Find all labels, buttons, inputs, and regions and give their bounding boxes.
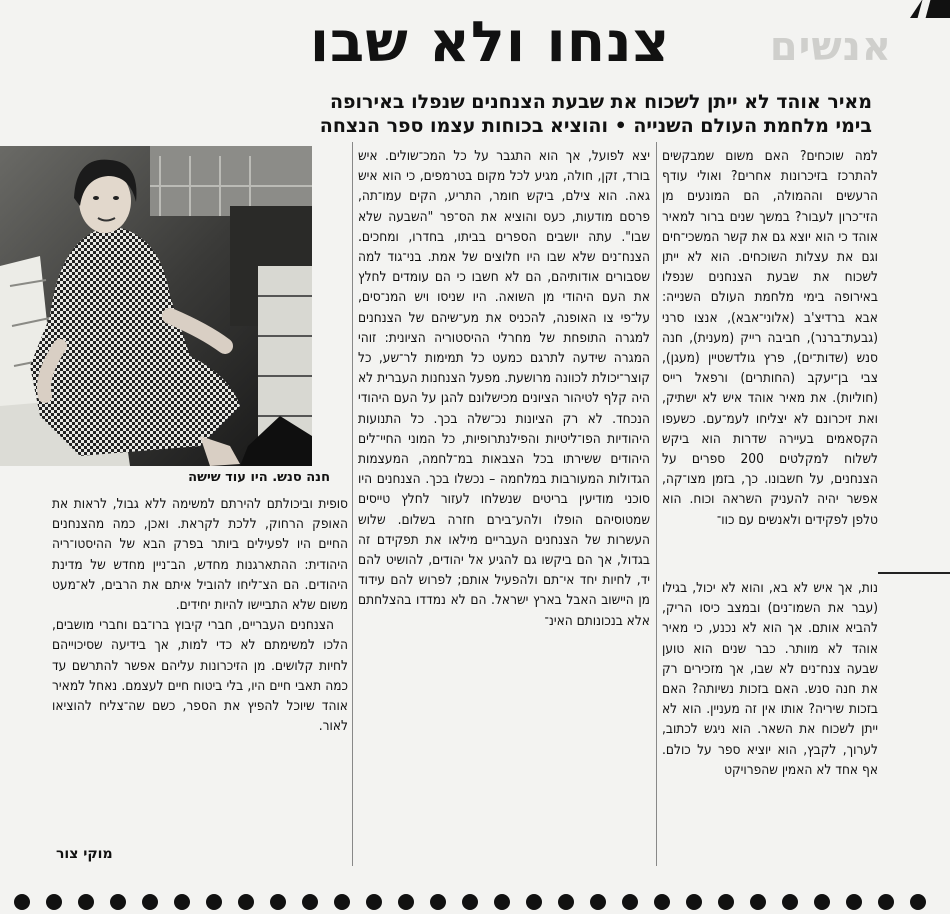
photo-caption: חנה סנש. היו עוד שישה xyxy=(188,470,330,485)
faded-header-text: אנשים xyxy=(769,24,892,70)
portrait-photo xyxy=(0,146,312,466)
article-column-left xyxy=(52,494,348,736)
article-column-right xyxy=(662,146,878,530)
paragraph: יצא לפועל, אך הוא התגבר על כל המכ־שולים. איש בורד, זקן, חולה, מגיע לכל מקום בטרמפים, כי הוא איש גאה. הוא צילם, ביקש חומר, התריע, הקים עמו־תה, פרסם מודעות, כעס והוציא את הס־פר "השבעה שלא שבו". עתה יושבים הספרים בביתו, בחדרו, ומחכים. הצנח־נים שלא שבו היו חלוצים של אמת. בני־גוד למה שסבורים אודותיהם, הם לא חשבו כי הם עומדים לחלץ את העם היהודי מן השואה. היו שניסו ויש המנ־סים, על־פי צו האופנה, להכניס את מע־שיהם של הצנחנים למגרה התופחת של מחרלי ההיסטוריה הציונית: זוהי המגרה שידעה לתרגם כמעט כל תמימות לר־שע, כל קוצר־יכולת לכוונה מרושעת. מפעל הצנחנות העברית לא היה קלף לטיהור הציונים מכישלונם להגן על העם היהודי הנכחד. לא רק הציונות נכ־שלה בכך. כל התנועות היהודיות הפו־ליטיות והפילנתרופיות, כל המוני החיי־לים היהודים ששירתו בכל הצבאות במ־לחמה, המעצמות הגדולות המעורבות במלחמה – נכשלו בכך. הצנחנים היו סוכני מודיעין בריטים שנשלחו לעזור לחלץ טייסים שמטוסיהם הופלו ולהע־בירם חזרה בשלום. שלוש העשרות של הצנחנים העבריים מילאו את תפקידם זה בגדול, אך הם ביקשו גם להגיע אל יהודים, להושיט להם יד, לחיות יחד אי־תם ולהפעיל אותם; לפרוש להם עידוד מן היישוב האבל בארץ ישראל. הם לא נמדדו בהצלחתם אלא בנכונותם האינ־ xyxy=(358,148,650,629)
subheadline-line-2: בימי מלחמת העולם השנייה • והוציא בכוחות עצמו ספר הנצחה xyxy=(319,115,872,137)
paragraph: נות, אך איש לא בא, והוא לא יכול, בגילו (עבר את השמו־נים) ובמצב כיסו הריק, להביא אותם. אך הוא לא נכנע, כי מאיר אוהד לא מוותר. כבר שנים הוא טוען שבעה צנח־נים לא שבו, אך מזכירים רק את חנה סנש. האם בזכות נשיותה? האם בזכות שיריה? אותו אין זה מעניין. הוא לא ייתן לשכוח את השאר. הוא ניגש לכתוב, לערוך, לקבץ, הוא יוציא ספר על כולם. אף אחד לא האמין שהפרויקט xyxy=(662,580,878,778)
subheadline xyxy=(232,90,872,138)
paragraph: סופית וביכולתם להירתם למשימה ללא גבול, לראות את האופק הרחוק, ללכת לקראת. ואכן, כמה מהצנחנים החיים היו לפעילים ביותר בפרק הבא של ההיסטו־ריה היהודית: ההתארגנות מחדש, הב־ניין מחדש של מדינת היהודים. הם הצ־ליחו להוביל איתם את הרבים, לא־מעט משום שלא התביישו להיות יחידים. xyxy=(52,496,348,614)
column-divider xyxy=(352,142,353,866)
column-separator xyxy=(878,572,950,574)
paragraph: הצנחנים העבריים, חברי קיבוץ ברו־בם וחברי מושבים, הלכו למשימתם לא כדי למות, אך בידיעה שסיכוייהם לחיות קלושים. מן הזיכרונות עליהם אפשר להתרשם עד כמה תאבי חיים היו, בלי ביטוח חיים לעצמם. נאחל למאיר אוהד שיוכל להפיץ את הספר, כשם שה־צליח להוציאו לאור. xyxy=(52,617,348,735)
article-column-right-continued xyxy=(662,578,878,780)
paragraph: למה שוכחים? האם משום שמבקשים להתרכז בזיכרונות אחרים? ואולי עודף הרעשים וההמולה, הם המונעים מן הזי־כרון לעבור? במשך שנים ברור למאיר אוהד כי הוא יוצא גם את קשר המשכי־חים וגם את עצלות השוכחים. הוא לא ייתן לשכוח את שבעת הצנחנים שנפלו באירופה בימי מלחמת העולם השנייה: אבא ברדיצ'ב (אלוני־אבא), אנצו סרני (גבעת־ברנר), חביבה רייק (מענית), חנה סנש (שדות־ים), פרץ גולדשטיין (מעגן), צבי בן־יעקב (החותרים) ורפאל רייס (חוליות). את מאיר אוהד איש לא ישתיק, ואת זיכרונם לא יצליחו לעמ־עם. כשעפו הקסאמים בעיירה שדרות הוא ביקש לשלוח למקלטים 200 ספרים על הצנחנים, על חשבונו. כך, בזמן מצו־קה, אפשר יהיה להעניק השראה וכוח. הוא טלפן לפקידים ולאנשים עם כוו־ xyxy=(662,148,878,528)
byline: מוקי צור xyxy=(56,846,113,862)
headline: צנחו ולא שבו xyxy=(309,10,671,75)
subheadline-line-1: מאיר אוהד לא ייתן לשכוח את שבעת הצנחנים שנפלו באירופה xyxy=(329,91,872,113)
article-column-middle xyxy=(358,146,650,631)
decorative-dot-border xyxy=(0,894,950,914)
woman-seated-photo-illustration xyxy=(0,146,312,466)
column-divider xyxy=(656,142,657,866)
